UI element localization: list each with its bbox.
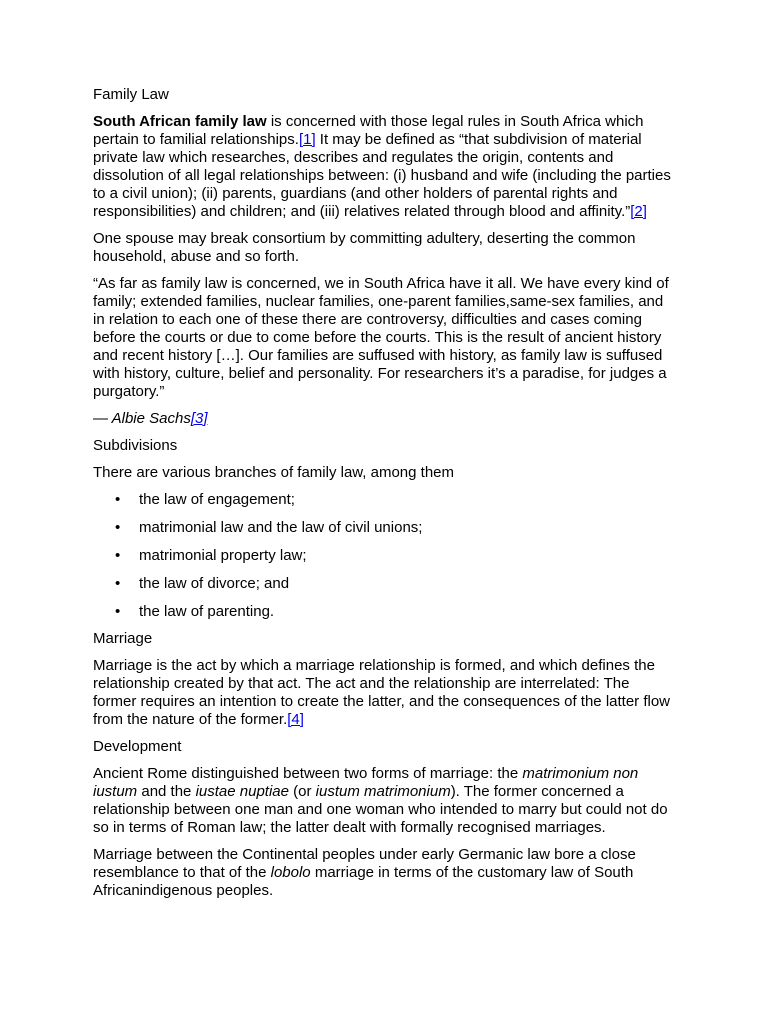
list-item: • matrimonial law and the law of civil unions;: [115, 519, 423, 536]
document-title: Family Law: [93, 86, 169, 103]
intro-text-2: It may be defined as “that subdivision of material private law which researches, describes and regulates the origin, contents and dissolution of all legal relationships between: (i) husband and wife (including the parties to a civil union); (ii) parents, guardians (and other holders of parental rights and responsibilities) and children; and (iii) relatives related through blood and affinity.”: [93, 131, 671, 220]
attribution-author: — Albie Sachs: [93, 410, 191, 427]
intro-text-1: is concerned with those legal rules in South Africa which pertain to familial relationships.: [93, 113, 644, 148]
list-item: • matrimonial property law;: [115, 547, 307, 564]
marriage-paragraph: Marriage is the act by which a marriage relationship is formed, and which defines the relationship created by that act. The act and the relationship are interrelated: The former requires an intention to create the latter, and the consequences of the latter flow from the nature of the former.[4]: [93, 657, 671, 728]
branches-list: [93, 491, 676, 621]
sachs-quote: “As far as family law is concerned, we in South Africa have it all. We have every kind of family; extended families, nuclear families, one-parent families,same-sex families, and in relation to each one of these there are controversy, difficulties and cases coming before the courts or due to come before the courts. This is the result of ancient history and recent history […]. Our families are suffused with history, as family law is suffused with history, culture, belief and personality. For researchers it’s a paradise, for judges a purgatory.”: [93, 275, 669, 400]
term-lobolo: lobolo: [270, 864, 311, 881]
subdivisions-heading: Subdivisions: [93, 437, 178, 454]
footnote-link-1[interactable]: [1]: [298, 131, 316, 148]
term-matrimonium-non-iustum: matrimonium non iustum: [93, 765, 639, 800]
marriage-heading: Marriage: [93, 630, 153, 647]
list-item: • the law of divorce; and: [115, 575, 290, 592]
term-iustum-matrimonium: iustum matrimonium: [315, 783, 451, 800]
list-item: • the law of parenting.: [115, 603, 275, 620]
footnote-link-3[interactable]: [3]: [190, 410, 208, 427]
footnote-link-4[interactable]: [4]: [287, 711, 304, 728]
consortium-paragraph: One spouse may break consortium by committing adultery, deserting the common household, abuse and so forth.: [93, 230, 636, 265]
term-iustae-nuptiae: iustae nuptiae: [195, 783, 289, 800]
intro-bold-term: South African family law: [93, 113, 267, 130]
bullet-icon: •: [115, 603, 121, 620]
list-item: • the law of engagement;: [115, 491, 295, 508]
rome-paragraph: Ancient Rome distinguished between two forms of marriage: the matrimonium non iustum and the iustae nuptiae (or iustum matrimonium). The former concerned a relationship between one man and one woman who intended to marry but could not do so in terms of Roman law; the latter dealt with formally recognised marriages.: [93, 765, 668, 836]
bullet-icon: •: [115, 575, 121, 592]
intro-paragraph: [93, 113, 676, 221]
quote-attribution: [93, 410, 676, 428]
footnote-link-2[interactable]: [2]: [630, 203, 647, 220]
bullet-icon: •: [115, 519, 121, 536]
bullet-icon: •: [115, 547, 121, 564]
germanic-paragraph: Marriage between the Continental peoples under early Germanic law bore a close resemblance to that of the lobolo marriage in terms of the customary law of South Africanindigenous peoples.: [93, 846, 636, 899]
development-heading: Development: [93, 738, 182, 755]
bullet-icon: •: [115, 491, 121, 508]
branches-intro: There are various branches of family law, among them: [93, 464, 455, 481]
